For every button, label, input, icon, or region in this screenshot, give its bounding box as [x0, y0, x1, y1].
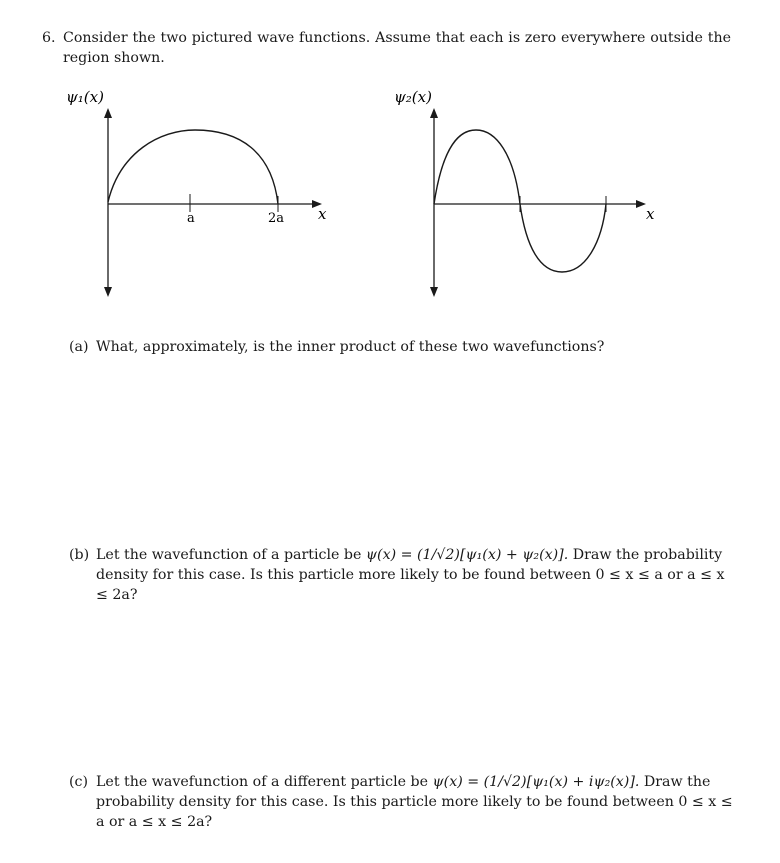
part-b-label: (b): [69, 547, 90, 563]
part-b-formula: ψ(x) = (1/√2)[ψ₁(x) + ψ₂(x)].: [365, 547, 569, 563]
psi1-figure: [60, 82, 350, 307]
part-b: [69, 545, 733, 605]
psi1-tick-2a-label: 2a: [268, 211, 285, 226]
part-a-text: What, approximately, is the inner product of these two wavefunctions?: [96, 339, 605, 355]
part-c: [69, 772, 733, 832]
psi2-y-arrow-up: [430, 108, 438, 118]
part-b-rest: Draw the probability density for this case. Is this particle more likely to be found between 0 ≤ x ≤ a or a ≤ x ≤ 2a?: [96, 547, 725, 603]
psi1-tick-a-label: a: [187, 211, 195, 226]
part-c-label: (c): [69, 774, 89, 790]
psi1-label: ψ₁(x): [66, 88, 104, 106]
part-c-formula: ψ(x) = (1/√2)[ψ₁(x) + iψ₂(x)].: [432, 774, 640, 790]
part-b-lead: Let the wavefunction of a particle be: [96, 547, 362, 563]
psi2-y-arrow-down: [430, 287, 438, 297]
part-a-label: (a): [69, 339, 89, 355]
psi1-y-arrow-up: [104, 108, 112, 118]
psi1-x-label: x: [318, 205, 327, 223]
psi1-y-arrow-down: [104, 287, 112, 297]
question-stem: Consider the two pictured wave functions. Assume that each is zero everywhere outside the region shown.: [63, 30, 731, 66]
part-a: [69, 337, 733, 357]
psi2-figure: [388, 82, 678, 307]
psi2-x-arrow: [636, 200, 646, 208]
part-c-rest: Draw the probability density for this case. Is this particle more likely to be found between 0 ≤ x ≤ a or a ≤ x ≤ 2a?: [96, 774, 733, 830]
psi2-x-label: x: [646, 205, 655, 223]
psi2-label: ψ₂(x): [394, 88, 432, 106]
psi1-curve: [108, 130, 278, 204]
part-c-lead: Let the wavefunction of a different particle be: [96, 774, 429, 790]
psi2-curve: [434, 130, 606, 272]
question-number: 6.: [42, 30, 56, 46]
